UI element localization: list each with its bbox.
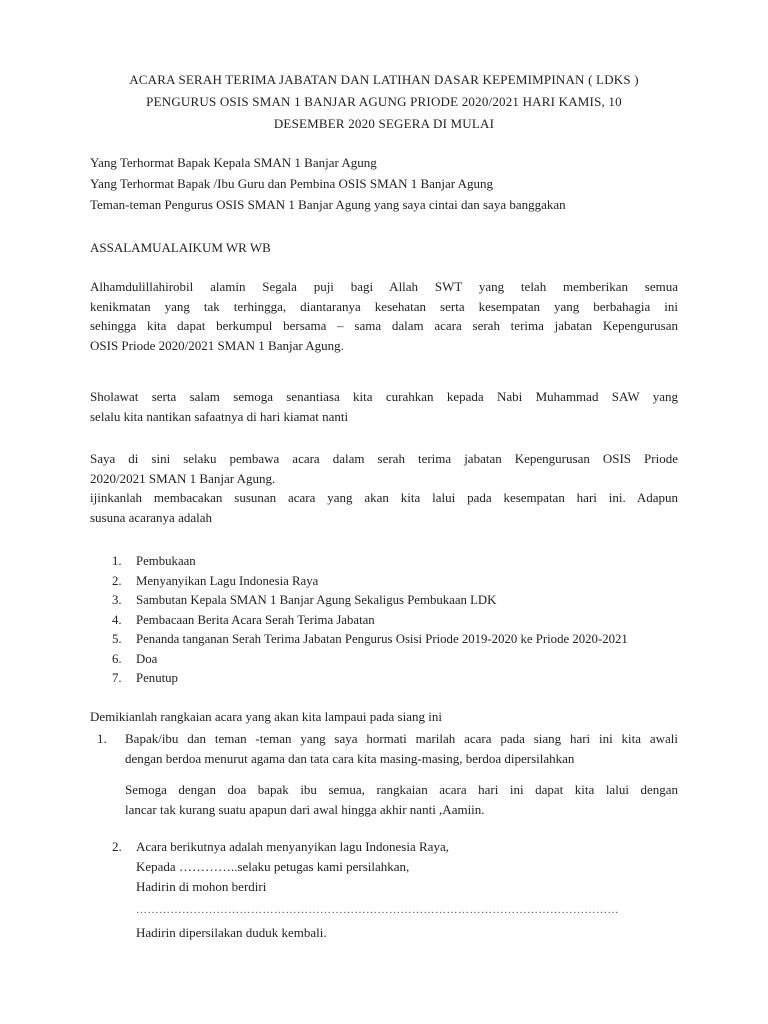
- paragraph-line: Sholawat serta salam semoga senantiasa kita curahkan kepada Nabi Muhammad SAW yang: [90, 389, 678, 404]
- list-number: 4.: [112, 612, 122, 627]
- list-text: Penanda tanganan Serah Terima Jabatan Pengurus Osisi Priode 2019-2020 ke Priode 2020-2021: [136, 632, 628, 646]
- list-number: 1.: [112, 554, 122, 568]
- step-line: Semoga dengan doa bapak ibu semua, rangkaian acara hari ini dapat kita lalui dengan: [125, 782, 678, 797]
- paragraph-line: sehingga kita dapat berkumpul bersama – sama dalam acara serah terima jabatan Kepengurusan: [90, 318, 678, 334]
- step-2-text: [136, 837, 678, 943]
- paragraph-line: kenikmatan yang tak terhingga, diantaranya kesehatan serta kesempatan yang berbahagia ini: [90, 298, 678, 314]
- step-1-paragraph: [125, 780, 678, 820]
- closing-intro: Demikianlah rangkaian acara yang akan kita lampaui pada siang ini: [90, 709, 442, 724]
- paragraph-line: susuna acaranya adalah: [90, 509, 212, 525]
- greeting-line: Teman-teman Pengurus OSIS SMAN 1 Banjar Agung yang saya cintai dan saya banggakan: [90, 197, 566, 212]
- agenda-list: [112, 552, 628, 689]
- list-item: [112, 572, 628, 592]
- list-number: 3.: [112, 593, 122, 607]
- list-number: 6.: [112, 651, 122, 666]
- title-line-3: DESEMBER 2020 SEGERA DI MULAI: [273, 116, 495, 131]
- paragraph-line: Saya di sini selaku pembawa acara dalam serah terima jabatan Kepengurusan OSIS Priode: [90, 451, 678, 466]
- paragraph-line: 2020/2021 SMAN 1 Banjar Agung.: [90, 470, 276, 486]
- step-line: lancar tak kurang suatu apapun dari awal hingga akhir nanti ,Aamiin.: [125, 802, 485, 817]
- list-item: [112, 669, 628, 689]
- paragraph-line: OSIS Priode 2020/2021 SMAN 1 Banjar Agung.: [90, 337, 344, 353]
- list-text: Penutup: [136, 671, 178, 685]
- step-line: Bapak/ibu dan teman -teman yang saya hormati marilah acara pada siang hari ini kita awali: [125, 731, 678, 746]
- list-number: 2.: [112, 573, 122, 588]
- step-1-text: [125, 729, 678, 749]
- paragraph-sholawat: [90, 387, 678, 427]
- step-number: 2.: [112, 839, 122, 854]
- step-line: Acara berikutnya adalah menyanyikan lagu Indonesia Raya,: [136, 839, 449, 854]
- list-item: [112, 552, 628, 572]
- list-item: [112, 650, 628, 670]
- list-item: [112, 611, 628, 631]
- greeting-line: Yang Terhormat Bapak /Ibu Guru dan Pembina OSIS SMAN 1 Banjar Agung: [90, 176, 494, 191]
- paragraph-line: selalu kita nantikan safaatnya di hari kiamat nanti: [90, 409, 349, 424]
- paragraph-line: ijinkanlah membacakan susunan acara yang akan kita lalui pada kesempatan hari ini. Adapun: [90, 490, 678, 506]
- salam-line: ASSALAMUALAIKUM WR WB: [90, 240, 271, 255]
- list-item: [112, 630, 628, 650]
- paragraph-line: Alhamdulillahirobil alamin Segala puji bagi Allah SWT yang telah memberikan semua: [90, 279, 678, 294]
- list-text: Doa: [136, 651, 158, 666]
- list-number: 5.: [112, 632, 122, 646]
- title-line-1: ACARA SERAH TERIMA JABATAN DAN LATIHAN DASAR KEPEMIMPINAN ( LDKS ): [129, 72, 639, 87]
- step-number: 1.: [97, 731, 107, 746]
- step-line: Kepada …………..selaku petugas kami persilahkan,: [136, 859, 410, 874]
- list-text: Menyanyikan Lagu Indonesia Raya: [136, 573, 319, 588]
- list-item: [112, 591, 628, 611]
- paragraph-praise: [90, 277, 678, 355]
- step-line: Hadirin dipersilakan duduk kembali.: [136, 925, 327, 940]
- dotted-line: ………………………………………………………………………………………………………………: [136, 904, 619, 916]
- title-line-2: PENGURUS OSIS SMAN 1 BANJAR AGUNG PRIODE 2020/2021 HARI KAMIS, 10: [146, 94, 622, 109]
- paragraph-intro: [90, 449, 678, 527]
- list-text: Sambutan Kepala SMAN 1 Banjar Agung Sekaligus Pembukaan LDK: [136, 593, 497, 607]
- step-line: dengan berdoa menurut agama dan tata cara kita masing-masing, berdoa dipersilahkan: [125, 751, 575, 766]
- list-text: Pembacaan Berita Acara Serah Terima Jabatan: [136, 612, 375, 627]
- list-text: Pembukaan: [136, 554, 196, 568]
- list-number: 7.: [112, 671, 122, 685]
- step-line: Hadirin di mohon berdiri: [136, 879, 267, 894]
- greetings-block: [90, 153, 678, 216]
- document-title: [90, 69, 678, 135]
- greeting-line: Yang Terhormat Bapak Kepala SMAN 1 Banjar Agung: [90, 155, 377, 170]
